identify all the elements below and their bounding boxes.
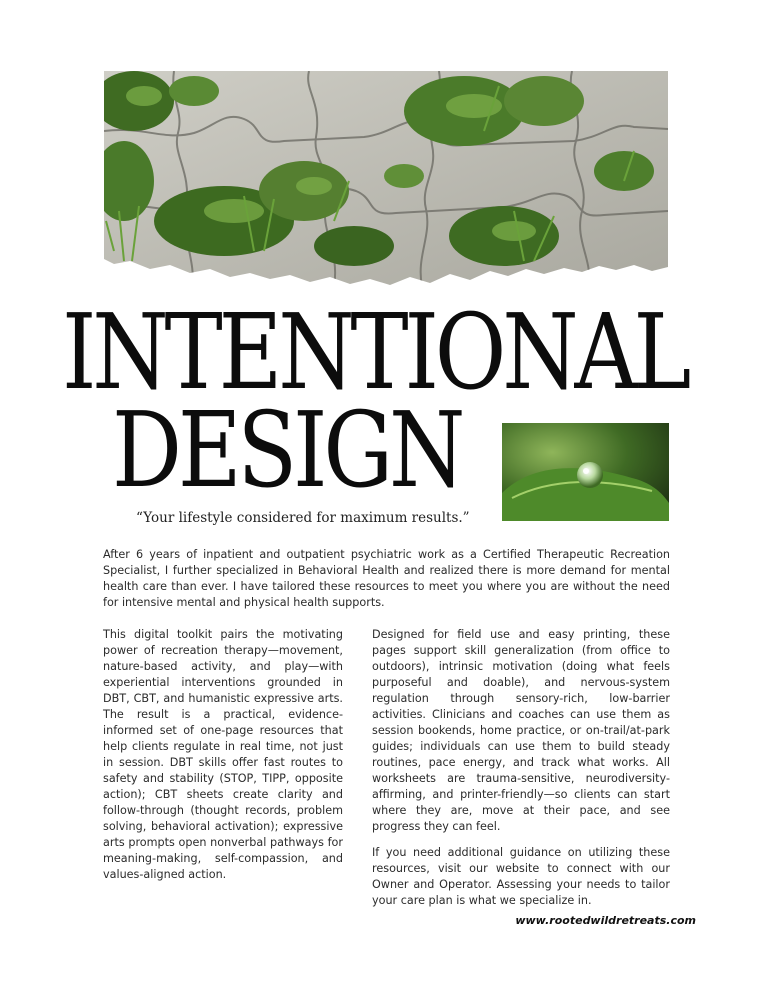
website-link[interactable]: www.rootedwildretreats.com [515,914,696,927]
right-column-paragraph-1: Designed for field use and easy printing, these pages support skill generalization (from office to outdoors), intrinsic motivation (doing what feels purposeful and doable), and nervous-system regulation through sensory-rich, low-barrier activities. Clinicians and coaches can use them as session bookends, home practice, or on-trail/at-park guides; individuals can use them to build steady routines, pace energy, and track what works. All worksheets are trauma-sensitive, neurodiversity-affirming, and printer-friendly—so clients can start where they are, move at their pace, and see progress they can feel. [372,628,670,833]
intro-paragraph: After 6 years of inpatient and outpatient psychiatric work as a Certified Therapeutic Recreation Specialist, I further specialized in Behavioral Health and realized there is more demand for mental health care than ever. I have tailored these resources to meet you where you are without the need for intensive mental and physical health supports. [103,548,670,609]
right-column-paragraph-2: If you need additional guidance on utilizing these resources, visit our website to connect with our Owner and Operator. Assessing your needs to tailor your care plan is what we specialize in. [372,846,670,907]
page-title-line1: INTENTIONAL [62,291,688,413]
left-column-paragraph: This digital toolkit pairs the motivating power of recreation therapy—movement, nature-based activity, and play—with experiential interventions grounded in DBT, CBT, and humanistic expressive arts. The result is a practical, evidence-informed set of one-page resources that help clients regulate in real time, not just in session. DBT skills offer fast routes to safety and stability (STOP, TIPP, opposite action); CBT sheets create clarity and follow-through (thought records, problem solving, behavioral activation); expressive arts prompts open nonverbal pathways for meaning-making, self-compassion, and values-aligned action. [103,628,343,881]
hero-image [104,71,668,286]
right-column [372,627,670,919]
left-column [103,627,343,893]
page-title-line2: DESIGN [112,389,462,511]
leaf-photo [502,423,669,521]
tagline: “Your lifestyle considered for maximum results.” [136,510,470,526]
